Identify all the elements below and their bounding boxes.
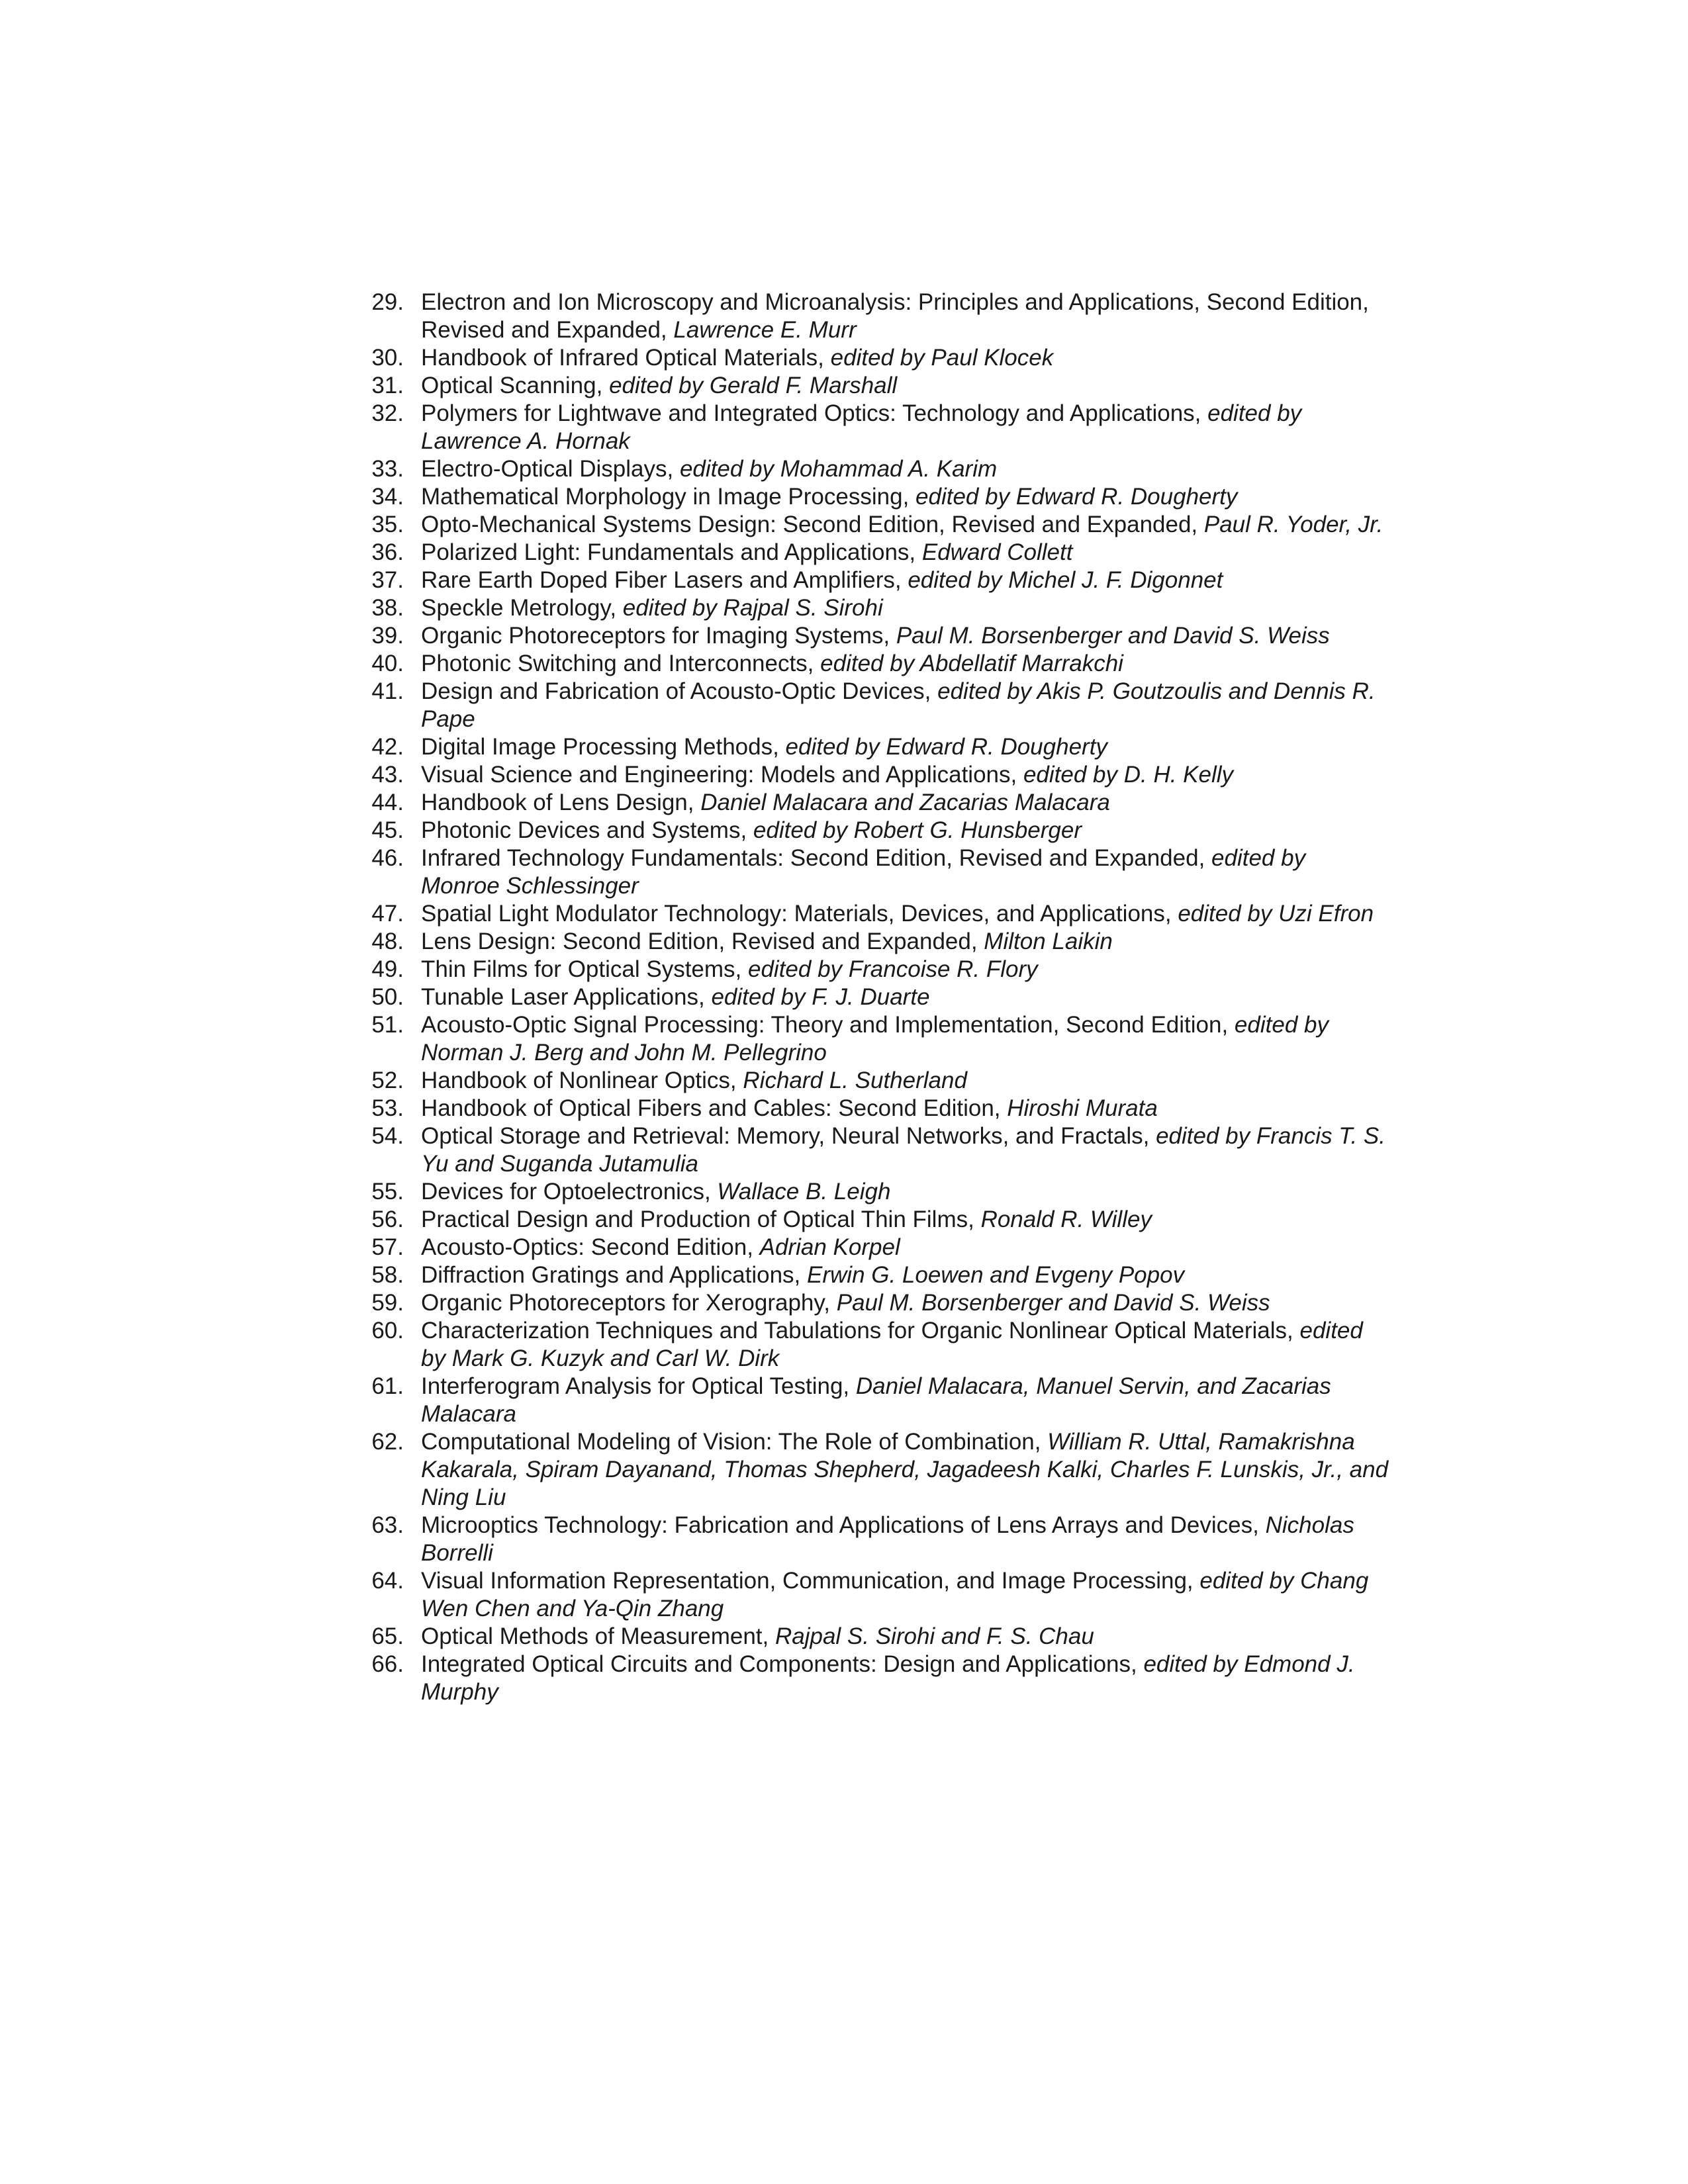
entry-number: 42. <box>371 734 404 760</box>
list-item <box>357 1373 1390 1428</box>
list-item <box>357 1651 1390 1706</box>
entry-author: Paul M. Borsenberger and David S. Weiss <box>896 623 1330 649</box>
list-item <box>357 483 1390 511</box>
entry-title: Handbook of Optical Fibers and Cables: Second Edition, <box>421 1095 1008 1121</box>
entry-title: Optical Scanning, <box>421 373 610 398</box>
entry-author: edited by Edward R. Dougherty <box>915 484 1238 510</box>
entry-number: 62. <box>371 1429 404 1455</box>
entry-author: Lawrence E. Murr <box>673 317 857 343</box>
entry-author: edited by Akis P. Goutzoulis and Dennis R. Pape <box>421 678 1376 732</box>
list-item <box>357 1317 1390 1373</box>
entry-number: 33. <box>371 456 404 482</box>
entry-title: Polarized Light: Fundamentals and Applications, <box>421 539 922 565</box>
entry-author: Paul R. Yoder, Jr. <box>1203 512 1383 537</box>
entry-author: edited by Francis T. S. Yu and Suganda Jutamulia <box>421 1123 1385 1177</box>
entry-author: Daniel Malacara, Manuel Servin, and Zacarias Malacara <box>421 1373 1331 1427</box>
entry-title: Mathematical Morphology in Image Processing, <box>421 484 916 510</box>
entry-title: Electron and Ion Microscopy and Microanalysis: Principles and Applications, Second Edition, Revised and Expanded, <box>421 289 1369 343</box>
entry-title: Acousto-Optic Signal Processing: Theory and Implementation, Second Edition, <box>421 1012 1235 1038</box>
entry-title: Handbook of Lens Design, <box>421 790 701 815</box>
entry-number: 39. <box>371 623 404 649</box>
entry-author: Ronald R. Willey <box>980 1206 1152 1232</box>
entry-title: Spatial Light Modulator Technology: Materials, Devices, and Applications, <box>421 901 1178 927</box>
list-item <box>357 928 1390 956</box>
entry-number: 47. <box>371 901 404 927</box>
entry-author: William R. Uttal, Ramakrishna Kakarala, Spiram Dayanand, Thomas Shepherd, Jagadeesh Kalki, Charles F. Lunskis, Jr., and Ning Liu <box>421 1429 1389 1510</box>
entry-title: Interferogram Analysis for Optical Testing, <box>421 1373 856 1399</box>
list-item <box>357 761 1390 789</box>
entry-number: 50. <box>371 984 404 1010</box>
entry-title: Organic Photoreceptors for Xerography, <box>421 1290 837 1316</box>
entry-number: 54. <box>371 1123 404 1149</box>
entry-number: 38. <box>371 595 404 621</box>
entry-title: Organic Photoreceptors for Imaging Systems, <box>421 623 896 649</box>
entry-title: Speckle Metrology, <box>421 595 623 621</box>
list-item <box>357 622 1390 650</box>
entry-author: Rajpal S. Sirohi and F. S. Chau <box>774 1623 1094 1649</box>
entry-author: Paul M. Borsenberger and David S. Weiss <box>836 1290 1270 1316</box>
entry-title: Computational Modeling of Vision: The Role of Combination, <box>421 1429 1048 1455</box>
entry-number: 30. <box>371 345 404 371</box>
list-item <box>357 455 1390 483</box>
entry-title: Thin Films for Optical Systems, <box>421 956 748 982</box>
entry-author: Daniel Malacara and Zacarias Malacara <box>700 790 1110 815</box>
list-item <box>357 1289 1390 1317</box>
entry-author: edited by F. J. Duarte <box>711 984 930 1010</box>
entry-number: 56. <box>371 1206 404 1232</box>
entry-title: Optical Methods of Measurement, <box>421 1623 775 1649</box>
list-item <box>357 1512 1390 1567</box>
entry-author: Richard L. Sutherland <box>743 1068 967 1093</box>
list-item <box>357 844 1390 900</box>
entry-title: Rare Earth Doped Fiber Lasers and Amplifiers, <box>421 567 908 593</box>
entry-number: 49. <box>371 956 404 982</box>
list-item <box>357 594 1390 622</box>
entry-number: 65. <box>371 1623 404 1649</box>
entry-number: 44. <box>371 790 404 815</box>
list-item <box>357 1234 1390 1261</box>
entry-number: 29. <box>371 289 404 315</box>
list-item <box>357 900 1390 928</box>
entry-number: 51. <box>371 1012 404 1038</box>
entry-number: 32. <box>371 400 404 426</box>
entry-title: Electro-Optical Displays, <box>421 456 680 482</box>
entry-author: edited by D. H. Kelly <box>1023 762 1234 788</box>
entry-author: edited by Francoise R. Flory <box>747 956 1038 982</box>
entry-title: Infrared Technology Fundamentals: Second Edition, Revised and Expanded, <box>421 845 1212 871</box>
entry-title: Visual Science and Engineering: Models and Applications, <box>421 762 1023 788</box>
entry-author: Hiroshi Murata <box>1007 1095 1158 1121</box>
entry-number: 61. <box>371 1373 404 1399</box>
list-item <box>357 789 1390 817</box>
list-item <box>357 983 1390 1011</box>
list-item <box>357 1095 1390 1122</box>
list-item <box>357 289 1390 344</box>
entry-author: edited by Abdellatif Marrakchi <box>820 651 1123 676</box>
list-item <box>357 1011 1390 1067</box>
entry-number: 66. <box>371 1651 404 1677</box>
entry-title: Visual Information Representation, Communication, and Image Processing, <box>421 1568 1200 1594</box>
entry-author: Nicholas Borrelli <box>421 1512 1354 1566</box>
entry-author: edited by Lawrence A. Hornak <box>421 400 1302 454</box>
entry-number: 43. <box>371 762 404 788</box>
entry-number: 60. <box>371 1318 404 1343</box>
list-item <box>357 1178 1390 1206</box>
entry-title: Characterization Techniques and Tabulations for Organic Nonlinear Optical Materials, <box>421 1318 1300 1343</box>
entry-author: Erwin G. Loewen and Evgeny Popov <box>807 1262 1185 1288</box>
entry-author: Wallace B. Leigh <box>717 1179 891 1205</box>
entry-number: 31. <box>371 373 404 398</box>
list-item <box>357 1428 1390 1512</box>
entry-title: Diffraction Gratings and Applications, <box>421 1262 808 1288</box>
entry-number: 52. <box>371 1068 404 1093</box>
entry-title: Lens Design: Second Edition, Revised and Expanded, <box>421 929 984 954</box>
entry-number: 53. <box>371 1095 404 1121</box>
list-item <box>357 372 1390 400</box>
entry-author: edited by Mark G. Kuzyk and Carl W. Dirk <box>421 1318 1363 1371</box>
entry-number: 59. <box>371 1290 404 1316</box>
list-item <box>357 1206 1390 1234</box>
list-item <box>357 733 1390 761</box>
entry-title: Design and Fabrication of Acousto-Optic Devices, <box>421 678 938 704</box>
entry-author: edited by Paul Klocek <box>830 345 1054 371</box>
entry-title: Integrated Optical Circuits and Components: Design and Applications, <box>421 1651 1144 1677</box>
list-item <box>357 1067 1390 1095</box>
list-item <box>357 400 1390 455</box>
entry-author: edited by Gerald F. Marshall <box>609 373 898 398</box>
list-item <box>357 956 1390 983</box>
entry-number: 35. <box>371 512 404 537</box>
entry-author: edited by Michel J. F. Digonnet <box>908 567 1223 593</box>
entry-number: 63. <box>371 1512 404 1538</box>
entry-title: Polymers for Lightwave and Integrated Optics: Technology and Applications, <box>421 400 1208 426</box>
entry-title: Tunable Laser Applications, <box>421 984 712 1010</box>
entry-title: Digital Image Processing Methods, <box>421 734 786 760</box>
list-item <box>357 650 1390 678</box>
entry-title: Photonic Devices and Systems, <box>421 817 753 843</box>
entry-author: edited by Edward R. Dougherty <box>785 734 1107 760</box>
entry-number: 46. <box>371 845 404 871</box>
list-item <box>357 511 1390 539</box>
entry-author: edited by Mohammad A. Karim <box>679 456 998 482</box>
entry-title: Optical Storage and Retrieval: Memory, Neural Networks, and Fractals, <box>421 1123 1156 1149</box>
entry-title: Microoptics Technology: Fabrication and Applications of Lens Arrays and Devices, <box>421 1512 1266 1538</box>
entry-author: edited by Rajpal S. Sirohi <box>622 595 883 621</box>
book-series-list <box>357 289 1390 1706</box>
entry-number: 55. <box>371 1179 404 1205</box>
entry-author: edited by Norman J. Berg and John M. Pellegrino <box>421 1012 1329 1066</box>
list-item <box>357 1261 1390 1289</box>
entry-title: Practical Design and Production of Optical Thin Films, <box>421 1206 981 1232</box>
entry-author: edited by Edmond J. Murphy <box>421 1651 1355 1705</box>
list-item <box>357 539 1390 567</box>
list-item <box>357 1623 1390 1651</box>
entry-title: Handbook of Infrared Optical Materials, <box>421 345 831 371</box>
entry-number: 34. <box>371 484 404 510</box>
entry-number: 64. <box>371 1568 404 1594</box>
entry-title: Devices for Optoelectronics, <box>421 1179 718 1205</box>
entry-title: Acousto-Optics: Second Edition, <box>421 1234 760 1260</box>
entry-number: 41. <box>371 678 404 704</box>
entry-number: 37. <box>371 567 404 593</box>
entry-title: Opto-Mechanical Systems Design: Second Edition, Revised and Expanded, <box>421 512 1204 537</box>
entry-title: Handbook of Nonlinear Optics, <box>421 1068 743 1093</box>
entry-number: 58. <box>371 1262 404 1288</box>
entry-author: edited by Monroe Schlessinger <box>421 845 1306 899</box>
list-item <box>357 1122 1390 1178</box>
entry-author: Edward Collett <box>921 539 1073 565</box>
list-item <box>357 567 1390 594</box>
entry-number: 48. <box>371 929 404 954</box>
entry-author: edited by Uzi Efron <box>1178 901 1374 927</box>
entry-author: Adrian Korpel <box>759 1234 900 1260</box>
list-item <box>357 1567 1390 1623</box>
entry-author: edited by Robert G. Hunsberger <box>753 817 1082 843</box>
entry-number: 36. <box>371 539 404 565</box>
entry-number: 40. <box>371 651 404 676</box>
list-item <box>357 344 1390 372</box>
entry-author: Milton Laikin <box>984 929 1113 954</box>
list-item <box>357 678 1390 733</box>
entry-title: Photonic Switching and Interconnects, <box>421 651 821 676</box>
list-item <box>357 817 1390 844</box>
entry-number: 57. <box>371 1234 404 1260</box>
entry-author: edited by Chang Wen Chen and Ya-Qin Zhang <box>421 1568 1369 1621</box>
entry-number: 45. <box>371 817 404 843</box>
